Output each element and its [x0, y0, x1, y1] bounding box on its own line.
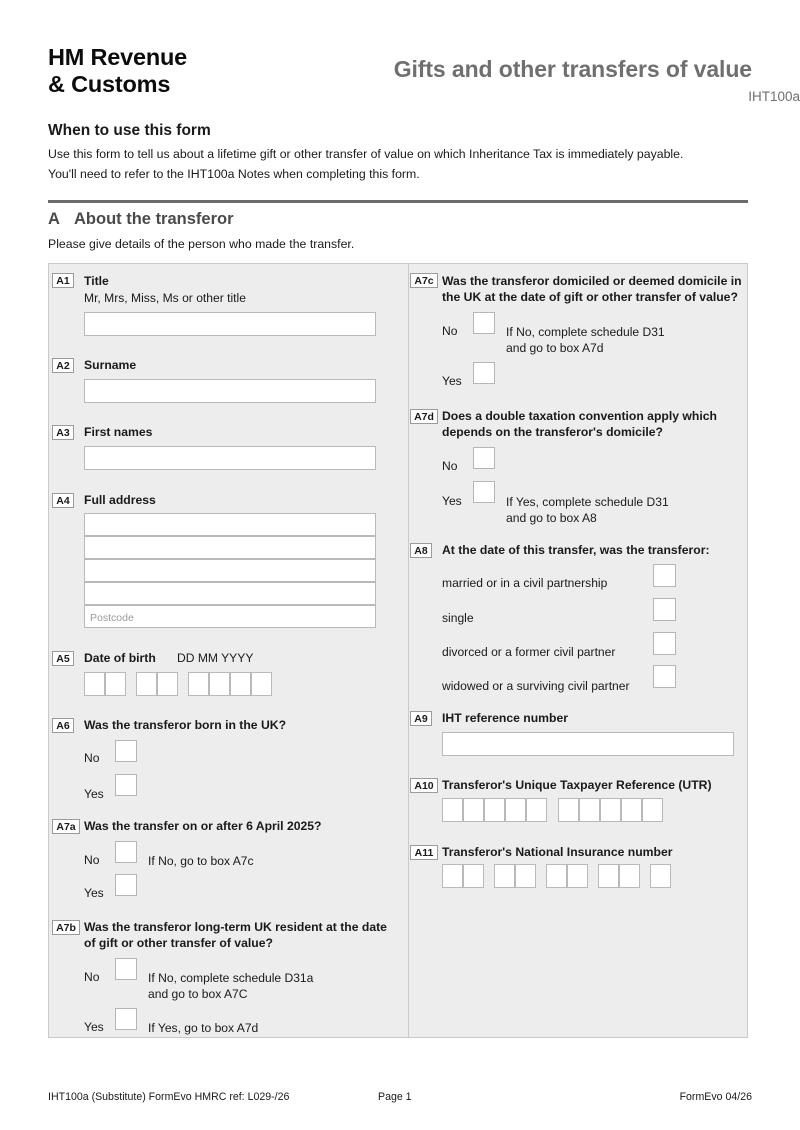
- hmrc-logo-line2: & Customs: [48, 71, 171, 97]
- nino-char-5[interactable]: [546, 864, 567, 888]
- label-a9-iht-reference: IHT reference number: [442, 711, 568, 725]
- intro-line-2: You'll need to refer to the IHT100a Notes when completing this form.: [48, 167, 420, 181]
- box-number-a6: A6: [52, 718, 74, 733]
- label-a7b-yes: Yes: [84, 1020, 104, 1034]
- label-a2-surname: Surname: [84, 358, 137, 372]
- note-a7c-no-line-1: If No, complete schedule D31: [506, 325, 665, 339]
- box-number-a5: A5: [52, 651, 74, 666]
- label-a8-marital-status: At the date of this transfer, was the transferor:: [442, 543, 710, 557]
- utr-char-2[interactable]: [463, 798, 484, 822]
- checkbox-a7c-yes[interactable]: [473, 362, 495, 384]
- nino-char-1[interactable]: [442, 864, 463, 888]
- dob-year-char-4[interactable]: [251, 672, 272, 696]
- label-a7d-no: No: [442, 459, 458, 473]
- box-number-a8: A8: [410, 543, 432, 558]
- footer-page-number: Page 1: [378, 1091, 412, 1103]
- note-a7d-yes-line-1: If Yes, complete schedule D31: [506, 495, 669, 509]
- label-a8-option-1: married or in a civil partnership: [442, 576, 608, 590]
- dob-day-char-1[interactable]: [84, 672, 105, 696]
- box-number-a9: A9: [410, 711, 432, 726]
- note-a7b-no-line-1: If No, complete schedule D31a: [148, 971, 314, 985]
- hmrc-logo: [48, 44, 187, 98]
- form-code: IHT100a: [748, 89, 800, 104]
- checkbox-a7c-no[interactable]: [473, 312, 495, 334]
- checkbox-a7b-no[interactable]: [115, 958, 137, 980]
- label-a7c-no: No: [442, 324, 458, 338]
- label-a8-option-2: single: [442, 611, 474, 625]
- label-a7a-yes: Yes: [84, 886, 104, 900]
- note-a7d-yes-line-2: and go to box A8: [506, 511, 597, 525]
- label-a5-date-of-birth: Date of birth: [84, 651, 156, 665]
- utr-char-4[interactable]: [505, 798, 526, 822]
- note-a7a-no: If No, go to box A7c: [148, 854, 254, 868]
- box-number-a7a: A7a: [52, 819, 80, 834]
- input-address-line-3[interactable]: [84, 559, 376, 582]
- label-a7d-line-1: Does a double taxation convention apply which: [442, 409, 717, 423]
- label-a6-yes: Yes: [84, 787, 104, 801]
- note-a7b-no-line-2: and go to box A7C: [148, 987, 248, 1001]
- box-number-a7d: A7d: [410, 409, 438, 424]
- utr-char-1[interactable]: [442, 798, 463, 822]
- box-number-a7b: A7b: [52, 920, 80, 935]
- nino-char-4[interactable]: [515, 864, 536, 888]
- label-a7c-yes: Yes: [442, 374, 462, 388]
- page-title: Gifts and other transfers of value: [393, 56, 752, 82]
- checkbox-a7a-yes[interactable]: [115, 874, 137, 896]
- label-a4-full-address: Full address: [84, 493, 156, 507]
- label-a7d-line-2: depends on the transferor's domicile?: [442, 425, 663, 439]
- section-subtitle: Please give details of the person who made the transfer.: [48, 237, 355, 251]
- hint-a5-date-format: DD MM YYYY: [177, 651, 254, 665]
- label-a1-title: Title: [84, 274, 109, 288]
- label-a7c-line-1: Was the transferor domiciled or deemed domicile in: [442, 274, 742, 288]
- utr-char-3[interactable]: [484, 798, 505, 822]
- nino-char-2[interactable]: [463, 864, 484, 888]
- input-iht-reference[interactable]: [442, 732, 734, 756]
- label-a7d-yes: Yes: [442, 494, 462, 508]
- input-address-line-4[interactable]: [84, 582, 376, 605]
- masthead: [48, 44, 752, 116]
- checkbox-a8-married[interactable]: [653, 564, 676, 587]
- label-a7a-no: No: [84, 853, 100, 867]
- checkbox-a6-no[interactable]: [115, 740, 137, 762]
- nino-char-7[interactable]: [598, 864, 619, 888]
- label-a7b-line-1: Was the transferor long-term UK resident at the date: [84, 920, 387, 934]
- utr-char-7[interactable]: [579, 798, 600, 822]
- checkbox-a8-widowed[interactable]: [653, 665, 676, 688]
- label-a7c-line-2: the UK at the date of gift or other transfer of value?: [442, 290, 738, 304]
- section-letter: A: [48, 210, 60, 228]
- nino-char-8[interactable]: [619, 864, 640, 888]
- label-a7a-transfer-date: Was the transfer on or after 6 April 2025?: [84, 819, 322, 833]
- input-first-names[interactable]: [84, 446, 376, 470]
- note-a7c-no-line-2: and go to box A7d: [506, 341, 604, 355]
- note-a7b-yes: If Yes, go to box A7d: [148, 1021, 259, 1035]
- footer-reference: IHT100a (Substitute) FormEvo HMRC ref: L029-/26: [48, 1091, 290, 1103]
- section-title: About the transferor: [74, 210, 234, 228]
- nino-char-9[interactable]: [650, 864, 671, 888]
- box-number-a7c: A7c: [410, 273, 438, 288]
- hmrc-logo-line1: HM Revenue: [48, 44, 188, 70]
- dob-month-char-1[interactable]: [136, 672, 157, 696]
- box-number-a11: A11: [410, 845, 438, 860]
- checkbox-a7d-no[interactable]: [473, 447, 495, 469]
- dob-day-char-2[interactable]: [105, 672, 126, 696]
- box-number-a2: A2: [52, 358, 74, 373]
- intro-heading: When to use this form: [48, 122, 211, 139]
- checkbox-a8-single[interactable]: [653, 598, 676, 621]
- label-a6-born-in-uk: Was the transferor born in the UK?: [84, 718, 287, 732]
- nino-char-3[interactable]: [494, 864, 515, 888]
- section-divider: [48, 200, 748, 203]
- box-number-a3: A3: [52, 425, 74, 440]
- input-title[interactable]: [84, 312, 376, 336]
- input-address-line-1[interactable]: [84, 513, 376, 536]
- utr-char-10[interactable]: [642, 798, 663, 822]
- utr-char-8[interactable]: [600, 798, 621, 822]
- label-a7b-line-2: of gift or other transfer of value?: [84, 936, 273, 950]
- hint-a1-title: Mr, Mrs, Miss, Ms or other title: [84, 291, 246, 305]
- label-a10-utr: Transferor's Unique Taxpayer Reference (UTR): [442, 778, 712, 792]
- label-a3-first-names: First names: [84, 425, 153, 439]
- utr-char-6[interactable]: [558, 798, 579, 822]
- label-a11-national-insurance: Transferor's National Insurance number: [442, 845, 673, 859]
- box-number-a10: A10: [410, 778, 438, 793]
- checkbox-a8-divorced[interactable]: [653, 632, 676, 655]
- label-a6-no: No: [84, 751, 100, 765]
- column-divider: [408, 264, 409, 1037]
- dob-month-char-2[interactable]: [157, 672, 178, 696]
- utr-char-9[interactable]: [621, 798, 642, 822]
- nino-char-6[interactable]: [567, 864, 588, 888]
- postcode-placeholder: Postcode: [90, 612, 134, 624]
- footer-publisher: FormEvo 04/26: [679, 1091, 752, 1103]
- checkbox-a6-yes[interactable]: [115, 774, 137, 796]
- input-surname[interactable]: [84, 379, 376, 403]
- input-address-line-2[interactable]: [84, 536, 376, 559]
- checkbox-a7a-no[interactable]: [115, 841, 137, 863]
- box-number-a4: A4: [52, 493, 74, 508]
- label-a7b-no: No: [84, 970, 100, 984]
- label-a8-option-3: divorced or a former civil partner: [442, 645, 616, 659]
- dob-year-char-1[interactable]: [188, 672, 209, 696]
- intro-line-1: Use this form to tell us about a lifetime gift or other transfer of value on which Inheritance Tax is immediately payable.: [48, 147, 684, 161]
- checkbox-a7d-yes[interactable]: [473, 481, 495, 503]
- dob-year-char-2[interactable]: [209, 672, 230, 696]
- utr-char-5[interactable]: [526, 798, 547, 822]
- checkbox-a7b-yes[interactable]: [115, 1008, 137, 1030]
- box-number-a1: A1: [52, 273, 74, 288]
- dob-year-char-3[interactable]: [230, 672, 251, 696]
- label-a8-option-4: widowed or a surviving civil partner: [442, 679, 630, 693]
